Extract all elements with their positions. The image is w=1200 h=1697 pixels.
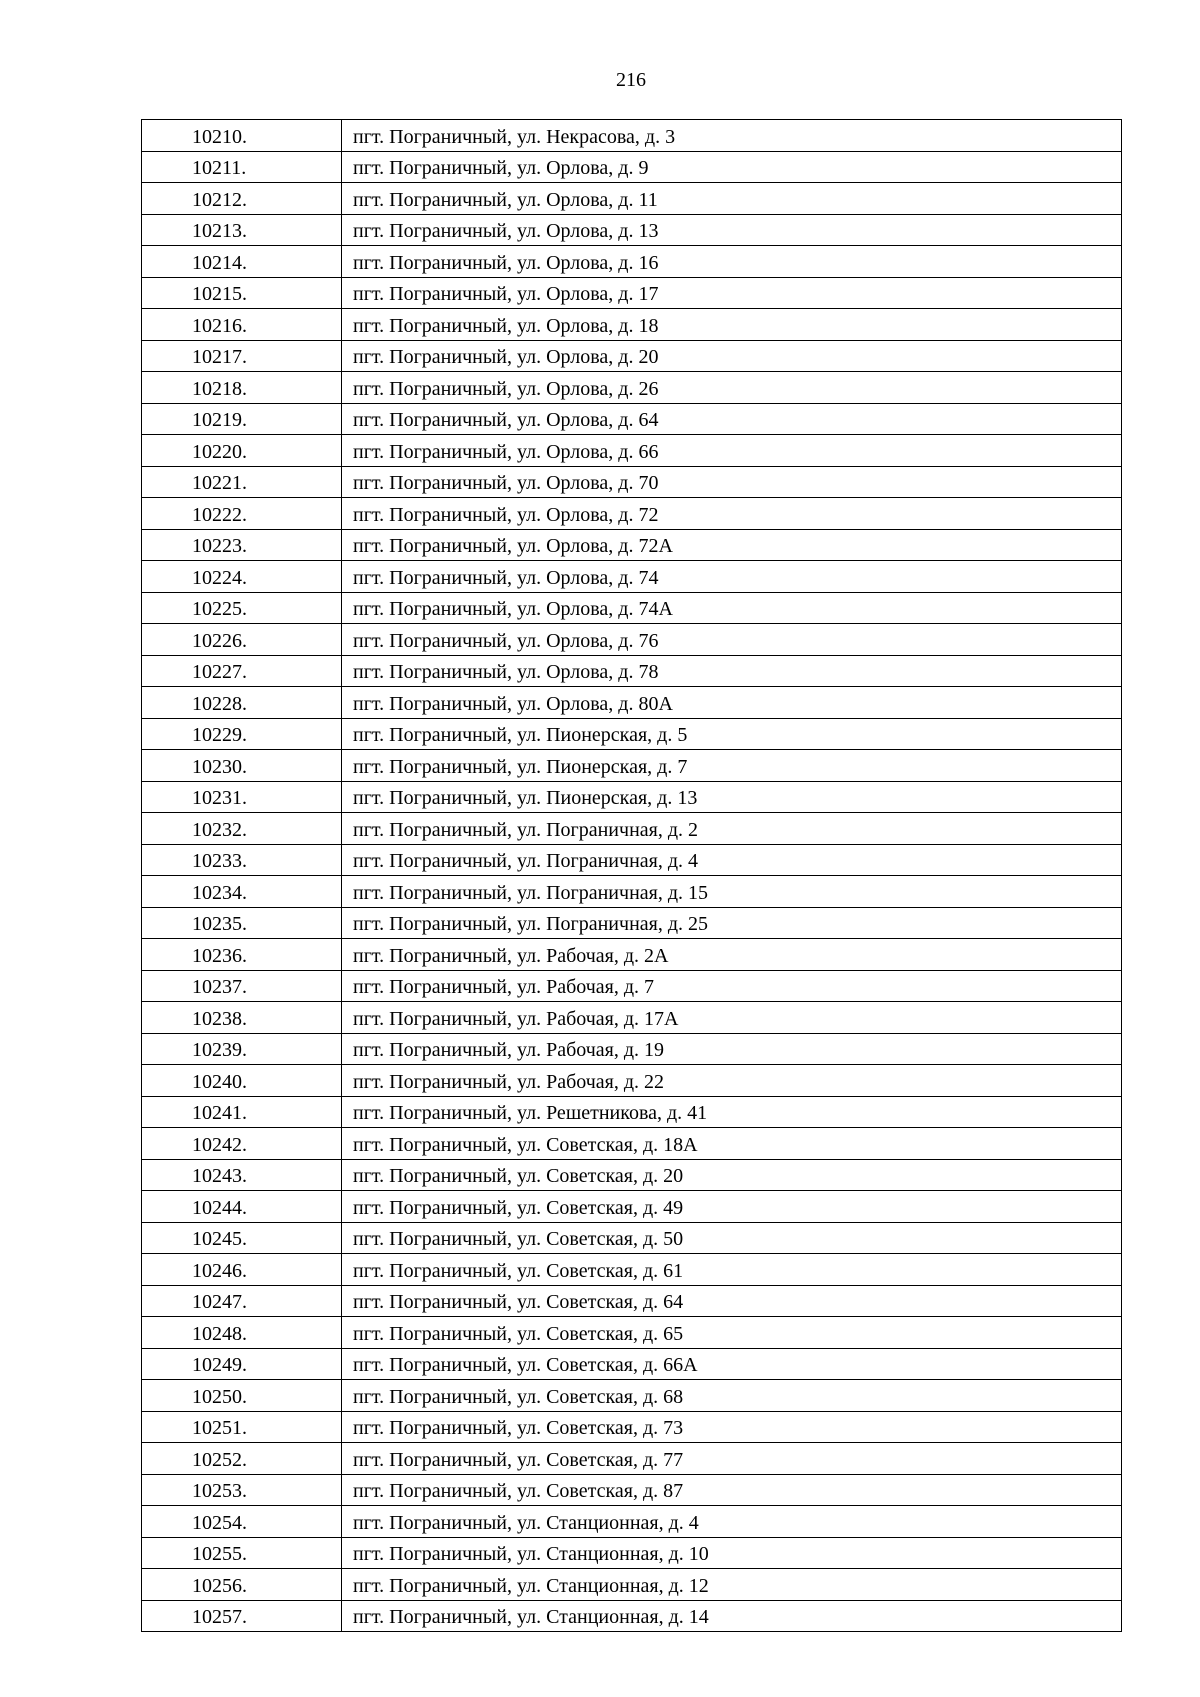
row-number: 10241. — [142, 1096, 342, 1128]
row-number: 10222. — [142, 498, 342, 530]
table-row — [142, 1096, 1122, 1128]
row-address: пгт. Пограничный, ул. Советская, д. 73 — [342, 1411, 1122, 1443]
row-number: 10234. — [142, 876, 342, 908]
row-number: 10230. — [142, 750, 342, 782]
row-address: пгт. Пограничный, ул. Станционная, д. 10 — [342, 1537, 1122, 1569]
row-address: пгт. Пограничный, ул. Орлова, д. 17 — [342, 277, 1122, 309]
table-row — [142, 1443, 1122, 1475]
row-number: 10235. — [142, 907, 342, 939]
table-row — [142, 309, 1122, 341]
table-row — [142, 1569, 1122, 1601]
page-number: 216 — [616, 69, 646, 91]
row-address: пгт. Пограничный, ул. Орлова, д. 66 — [342, 435, 1122, 467]
row-address: пгт. Пограничный, ул. Станционная, д. 14 — [342, 1600, 1122, 1632]
address-table-body — [142, 120, 1122, 1632]
table-row — [142, 214, 1122, 246]
row-number: 10257. — [142, 1600, 342, 1632]
address-table — [141, 119, 1122, 1632]
table-row — [142, 498, 1122, 530]
row-number: 10227. — [142, 655, 342, 687]
row-address: пгт. Пограничный, ул. Пограничная, д. 4 — [342, 844, 1122, 876]
table-row — [142, 1285, 1122, 1317]
row-address: пгт. Пограничный, ул. Станционная, д. 4 — [342, 1506, 1122, 1538]
table-row — [142, 718, 1122, 750]
row-number: 10219. — [142, 403, 342, 435]
row-address: пгт. Пограничный, ул. Рабочая, д. 17А — [342, 1002, 1122, 1034]
row-address: пгт. Пограничный, ул. Советская, д. 50 — [342, 1222, 1122, 1254]
table-row — [142, 372, 1122, 404]
row-number: 10243. — [142, 1159, 342, 1191]
row-address: пгт. Пограничный, ул. Орлова, д. 16 — [342, 246, 1122, 278]
row-address: пгт. Пограничный, ул. Советская, д. 64 — [342, 1285, 1122, 1317]
table-row — [142, 1254, 1122, 1286]
row-number: 10239. — [142, 1033, 342, 1065]
row-address: пгт. Пограничный, ул. Советская, д. 66А — [342, 1348, 1122, 1380]
table-row — [142, 876, 1122, 908]
table-row — [142, 403, 1122, 435]
table-row — [142, 687, 1122, 719]
table-row — [142, 277, 1122, 309]
row-address: пгт. Пограничный, ул. Орлова, д. 9 — [342, 151, 1122, 183]
row-address: пгт. Пограничный, ул. Орлова, д. 78 — [342, 655, 1122, 687]
row-number: 10213. — [142, 214, 342, 246]
row-number: 10232. — [142, 813, 342, 845]
row-address: пгт. Пограничный, ул. Решетникова, д. 41 — [342, 1096, 1122, 1128]
row-number: 10245. — [142, 1222, 342, 1254]
row-address: пгт. Пограничный, ул. Орлова, д. 76 — [342, 624, 1122, 656]
row-address: пгт. Пограничный, ул. Рабочая, д. 19 — [342, 1033, 1122, 1065]
table-row — [142, 970, 1122, 1002]
table-row — [142, 1380, 1122, 1412]
row-number: 10233. — [142, 844, 342, 876]
row-number: 10247. — [142, 1285, 342, 1317]
row-address: пгт. Пограничный, ул. Пионерская, д. 13 — [342, 781, 1122, 813]
table-row — [142, 781, 1122, 813]
table-row — [142, 1222, 1122, 1254]
row-number: 10236. — [142, 939, 342, 971]
table-row — [142, 466, 1122, 498]
table-row — [142, 1411, 1122, 1443]
row-address: пгт. Пограничный, ул. Орлова, д. 72 — [342, 498, 1122, 530]
row-address: пгт. Пограничный, ул. Некрасова, д. 3 — [342, 120, 1122, 152]
row-number: 10253. — [142, 1474, 342, 1506]
table-row — [142, 907, 1122, 939]
row-address: пгт. Пограничный, ул. Орлова, д. 72А — [342, 529, 1122, 561]
row-address: пгт. Пограничный, ул. Советская, д. 49 — [342, 1191, 1122, 1223]
row-number: 10238. — [142, 1002, 342, 1034]
row-number: 10226. — [142, 624, 342, 656]
table-row — [142, 813, 1122, 845]
row-address: пгт. Пограничный, ул. Советская, д. 61 — [342, 1254, 1122, 1286]
table-row — [142, 1128, 1122, 1160]
row-number: 10256. — [142, 1569, 342, 1601]
row-address: пгт. Пограничный, ул. Пограничная, д. 2 — [342, 813, 1122, 845]
row-address: пгт. Пограничный, ул. Пограничная, д. 15 — [342, 876, 1122, 908]
row-number: 10240. — [142, 1065, 342, 1097]
table-row — [142, 1191, 1122, 1223]
row-address: пгт. Пограничный, ул. Орлова, д. 11 — [342, 183, 1122, 215]
row-number: 10210. — [142, 120, 342, 152]
row-number: 10246. — [142, 1254, 342, 1286]
table-row — [142, 340, 1122, 372]
row-address: пгт. Пограничный, ул. Пионерская, д. 5 — [342, 718, 1122, 750]
table-row — [142, 1506, 1122, 1538]
row-address: пгт. Пограничный, ул. Орлова, д. 64 — [342, 403, 1122, 435]
row-address: пгт. Пограничный, ул. Рабочая, д. 22 — [342, 1065, 1122, 1097]
row-address: пгт. Пограничный, ул. Советская, д. 68 — [342, 1380, 1122, 1412]
row-number: 10216. — [142, 309, 342, 341]
row-address: пгт. Пограничный, ул. Орлова, д. 26 — [342, 372, 1122, 404]
table-row — [142, 1317, 1122, 1349]
row-number: 10220. — [142, 435, 342, 467]
row-address: пгт. Пограничный, ул. Орлова, д. 80А — [342, 687, 1122, 719]
table-row — [142, 750, 1122, 782]
table-row — [142, 1474, 1122, 1506]
row-address: пгт. Пограничный, ул. Орлова, д. 74 — [342, 561, 1122, 593]
row-address: пгт. Пограничный, ул. Советская, д. 77 — [342, 1443, 1122, 1475]
row-address: пгт. Пограничный, ул. Орлова, д. 18 — [342, 309, 1122, 341]
table-row — [142, 435, 1122, 467]
row-number: 10255. — [142, 1537, 342, 1569]
row-number: 10221. — [142, 466, 342, 498]
row-number: 10214. — [142, 246, 342, 278]
table-row — [142, 120, 1122, 152]
row-number: 10252. — [142, 1443, 342, 1475]
row-address: пгт. Пограничный, ул. Рабочая, д. 2А — [342, 939, 1122, 971]
table-row — [142, 1033, 1122, 1065]
row-number: 10217. — [142, 340, 342, 372]
row-number: 10250. — [142, 1380, 342, 1412]
row-number: 10249. — [142, 1348, 342, 1380]
row-number: 10223. — [142, 529, 342, 561]
table-row — [142, 561, 1122, 593]
table-row — [142, 529, 1122, 561]
row-number: 10244. — [142, 1191, 342, 1223]
row-address: пгт. Пограничный, ул. Пионерская, д. 7 — [342, 750, 1122, 782]
row-address: пгт. Пограничный, ул. Станционная, д. 12 — [342, 1569, 1122, 1601]
row-address: пгт. Пограничный, ул. Орлова, д. 70 — [342, 466, 1122, 498]
row-address: пгт. Пограничный, ул. Орлова, д. 20 — [342, 340, 1122, 372]
row-number: 10231. — [142, 781, 342, 813]
row-address: пгт. Пограничный, ул. Рабочая, д. 7 — [342, 970, 1122, 1002]
row-number: 10225. — [142, 592, 342, 624]
row-number: 10212. — [142, 183, 342, 215]
row-number: 10251. — [142, 1411, 342, 1443]
row-number: 10248. — [142, 1317, 342, 1349]
table-row — [142, 1348, 1122, 1380]
row-address: пгт. Пограничный, ул. Орлова, д. 74А — [342, 592, 1122, 624]
row-address: пгт. Пограничный, ул. Советская, д. 65 — [342, 1317, 1122, 1349]
row-address: пгт. Пограничный, ул. Советская, д. 20 — [342, 1159, 1122, 1191]
row-number: 10242. — [142, 1128, 342, 1160]
row-number: 10229. — [142, 718, 342, 750]
row-number: 10228. — [142, 687, 342, 719]
table-row — [142, 655, 1122, 687]
row-number: 10237. — [142, 970, 342, 1002]
table-row — [142, 183, 1122, 215]
row-number: 10215. — [142, 277, 342, 309]
table-row — [142, 624, 1122, 656]
row-number: 10211. — [142, 151, 342, 183]
table-row — [142, 844, 1122, 876]
table-row — [142, 1002, 1122, 1034]
row-address: пгт. Пограничный, ул. Советская, д. 87 — [342, 1474, 1122, 1506]
table-row — [142, 1537, 1122, 1569]
row-number: 10254. — [142, 1506, 342, 1538]
table-row — [142, 939, 1122, 971]
table-row — [142, 1065, 1122, 1097]
row-address: пгт. Пограничный, ул. Пограничная, д. 25 — [342, 907, 1122, 939]
table-row — [142, 592, 1122, 624]
table-row — [142, 1159, 1122, 1191]
table-row — [142, 151, 1122, 183]
row-address: пгт. Пограничный, ул. Орлова, д. 13 — [342, 214, 1122, 246]
table-row — [142, 1600, 1122, 1632]
row-address: пгт. Пограничный, ул. Советская, д. 18А — [342, 1128, 1122, 1160]
row-number: 10224. — [142, 561, 342, 593]
table-row — [142, 246, 1122, 278]
row-number: 10218. — [142, 372, 342, 404]
